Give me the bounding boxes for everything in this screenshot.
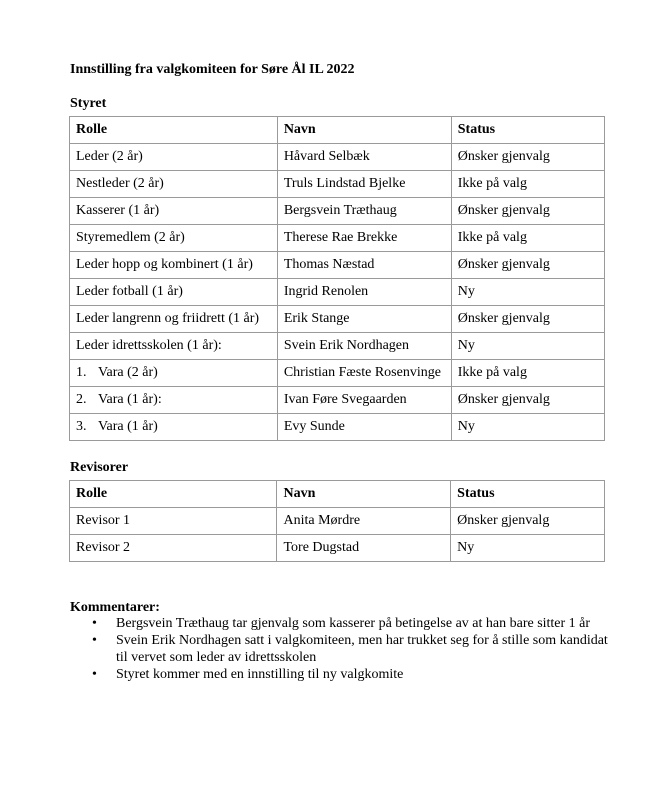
cell-navn: Ingrid Renolen — [277, 279, 451, 306]
comment-item: • Svein Erik Nordhagen satt i valgkomiteen, men har trukket seg for å stille som kandidat til vervet som leder av idrettsskolen — [92, 632, 612, 666]
table-row — [70, 360, 605, 387]
cell-navn: Håvard Selbæk — [277, 144, 451, 171]
cell-navn: Therese Rae Brekke — [277, 225, 451, 252]
cell-navn: Thomas Næstad — [277, 252, 451, 279]
table-row — [70, 387, 605, 414]
revisorer-table — [69, 480, 605, 562]
styret-table — [69, 116, 605, 441]
cell-rolle — [70, 252, 278, 279]
table-row — [70, 306, 605, 333]
cell-status: Ikke på valg — [451, 171, 604, 198]
comment-item: • Bergsvein Træthaug tar gjenvalg som kasserer på betingelse av at han bare sitter 1 år — [92, 615, 612, 632]
cell-rolle — [70, 279, 278, 306]
cell-navn: Tore Dugstad — [277, 535, 451, 562]
cell-navn: Svein Erik Nordhagen — [277, 333, 451, 360]
table-header-row — [70, 481, 605, 508]
rolle-text: Leder (2 år) — [76, 149, 143, 164]
cell-navn: Evy Sunde — [277, 414, 451, 441]
cell-status: Ønsker gjenvalg — [451, 144, 604, 171]
cell-navn: Ivan Føre Svegaarden — [277, 387, 451, 414]
table-row — [70, 508, 605, 535]
comments-list — [92, 615, 612, 683]
column-header-navn: Navn — [277, 117, 451, 144]
column-header-status: Status — [451, 117, 604, 144]
cell-status: Ønsker gjenvalg — [451, 387, 604, 414]
table-header-row — [70, 117, 605, 144]
table-row — [70, 198, 605, 225]
rolle-text: Revisor 2 — [76, 540, 131, 555]
cell-status: Ønsker gjenvalg — [451, 198, 604, 225]
rolle-text: Revisor 1 — [76, 513, 131, 528]
cell-rolle — [70, 333, 278, 360]
cell-navn: Bergsvein Træthaug — [277, 198, 451, 225]
rolle-text: Vara (1 år) — [98, 419, 158, 434]
column-header-rolle: Rolle — [70, 481, 277, 508]
cell-status: Ikke på valg — [451, 225, 604, 252]
list-number: 2. — [76, 392, 87, 407]
cell-rolle — [70, 387, 278, 414]
cell-rolle — [70, 535, 277, 562]
rolle-text: Leder langrenn og friidrett (1 år) — [76, 311, 260, 326]
cell-status: Ny — [451, 279, 604, 306]
styret-table-body — [70, 144, 605, 441]
list-number: 3. — [76, 419, 87, 434]
comments-heading: Kommentarer: — [70, 600, 160, 615]
cell-status: Ønsker gjenvalg — [451, 306, 604, 333]
cell-rolle — [70, 198, 278, 225]
revisorer-heading: Revisorer — [70, 460, 129, 475]
rolle-text: Kasserer (1 år) — [76, 203, 160, 218]
rolle-text: Leder idrettsskolen (1 år): — [76, 338, 222, 353]
table-row — [70, 225, 605, 252]
cell-status: Ønsker gjenvalg — [451, 508, 605, 535]
document-title: Innstilling fra valgkomiteen for Søre Ål IL 2022 — [70, 62, 355, 77]
cell-status: Ny — [451, 333, 604, 360]
cell-status: Ikke på valg — [451, 360, 604, 387]
styret-heading: Styret — [70, 96, 107, 111]
table-row — [70, 144, 605, 171]
table-row — [70, 414, 605, 441]
cell-rolle — [70, 144, 278, 171]
column-header-rolle: Rolle — [70, 117, 278, 144]
cell-navn: Christian Fæste Rosenvinge — [277, 360, 451, 387]
cell-rolle — [70, 171, 278, 198]
rolle-text: Styremedlem (2 år) — [76, 230, 185, 245]
column-header-status: Status — [451, 481, 605, 508]
cell-rolle — [70, 225, 278, 252]
cell-status: Ny — [451, 535, 605, 562]
cell-navn: Erik Stange — [277, 306, 451, 333]
cell-navn: Truls Lindstad Bjelke — [277, 171, 451, 198]
cell-rolle — [70, 414, 278, 441]
table-row — [70, 171, 605, 198]
comment-item: • Styret kommer med en innstilling til ny valgkomite — [92, 666, 612, 683]
table-row — [70, 333, 605, 360]
rolle-text: Leder fotball (1 år) — [76, 284, 183, 299]
rolle-text: Vara (1 år): — [98, 392, 162, 407]
rolle-text: Vara (2 år) — [98, 365, 158, 380]
cell-status: Ønsker gjenvalg — [451, 252, 604, 279]
cell-status: Ny — [451, 414, 604, 441]
cell-rolle — [70, 306, 278, 333]
cell-rolle — [70, 508, 277, 535]
table-row — [70, 535, 605, 562]
cell-rolle — [70, 360, 278, 387]
table-row — [70, 252, 605, 279]
column-header-navn: Navn — [277, 481, 451, 508]
table-row — [70, 279, 605, 306]
revisorer-table-body — [70, 508, 605, 562]
list-number: 1. — [76, 365, 87, 380]
rolle-text: Leder hopp og kombinert (1 år) — [76, 257, 253, 272]
cell-navn: Anita Mørdre — [277, 508, 451, 535]
rolle-text: Nestleder (2 år) — [76, 176, 164, 191]
